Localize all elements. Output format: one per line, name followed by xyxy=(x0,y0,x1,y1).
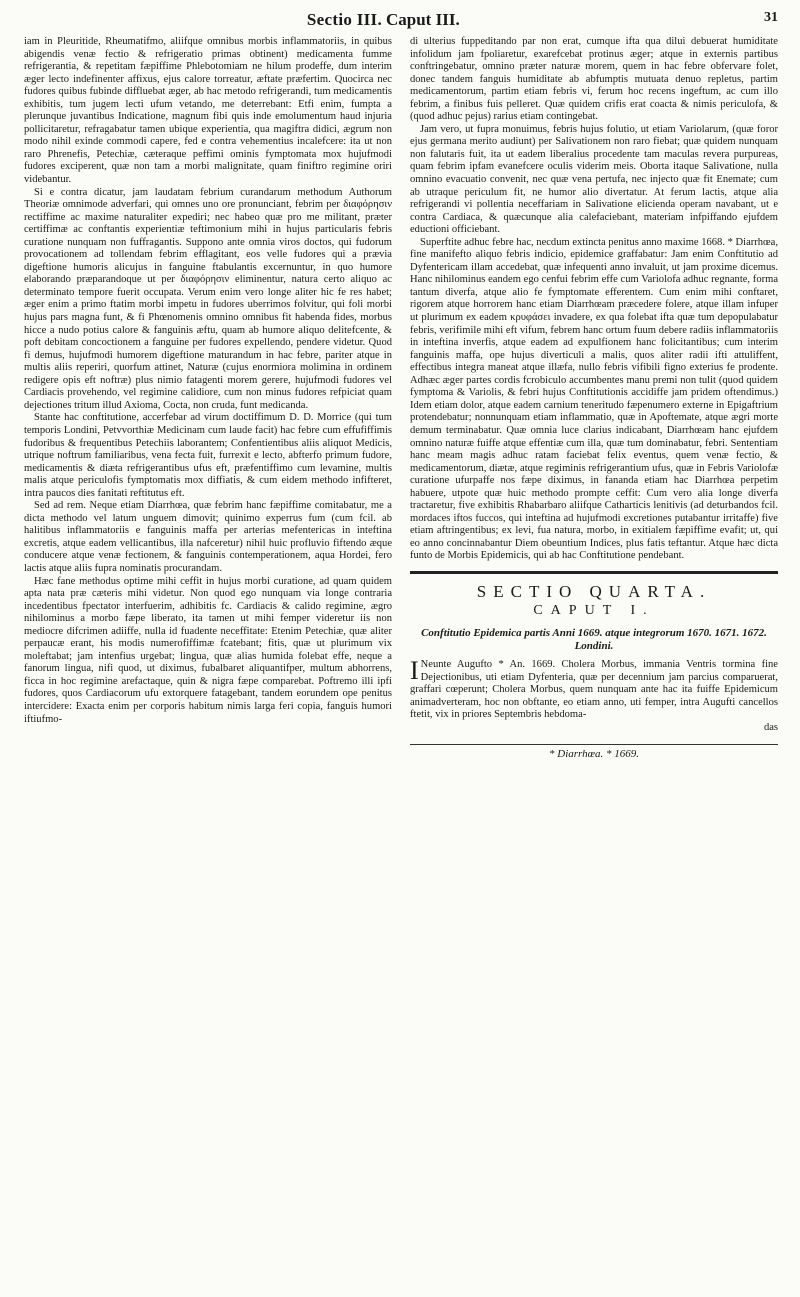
running-head xyxy=(24,10,778,34)
running-head-chapter: Caput III. xyxy=(386,10,460,29)
chapter-title: CAPUT I. xyxy=(533,602,655,618)
footnote: * Diarrhœa. * 1669. xyxy=(549,748,639,761)
right-paragraph-1: di ulterius fuppeditando par non erat, cumque ifta qua dilui debuerat humiditate infolidum jam fpoliaretur, exarefcebat protinus æger; atque in externis partibus conftringebatur, omnino præter naturæ morem, quem in hac febre obfervare folet, donec tandem fanguis humiditate ab abfumptis mutuata denuo repletus, partim medicamentorum, partim etiam febris vi, ferum hoc recens ingeftum, ac cum illo febrim, a finibus fuis pelleret. Quæ quidem crifis erat coacta & nimis periculofa, & (quod adhuc pejus) rarius etiam contingebat. xyxy=(410,36,778,123)
section-title: SECTIO QUARTA. xyxy=(476,581,712,601)
left-column xyxy=(24,36,392,761)
section-divider xyxy=(410,571,778,574)
drop-cap: I xyxy=(410,656,419,686)
page-number: 31 xyxy=(764,10,778,25)
right-paragraph-3: Superftite adhuc febre hac, necdum extincta penitus anno maxime 1668. * Diarrhœa, fine manifefto aliquo febris indicio, epidemice graffabatur: Jam enim Conftitutio ad Dyfentericam illam accedebat, quæ infequenti anno invaluit, ut jam proxime dicemus. Hanc nihilominus eandem ego cenfui febrim effe cum Variolofa adhuc regnante, forma tantum diverfa, atque alio fe fymptomate efferentem. Cum enim mihi conftaret, rigorem atque horrorem hanc etiam Diarrhœam præcedere folere, atque illam infuper ut plurimum ex eadem κρυφάσει invadere, ex qua folebat ifta quæ tum depopulabatur febris, verifimile mihi eft vifum, febrem hanc ortum fuum debere radiis inflammatoriis in inteftina inverfis, atque eadem ad expulfionem hanc folicitantibus; cum interim fanguinis maffa, ope hujus diverticuli a malis, quos aliter radii ifti attuliffent, effectibus integra maneat atque illæfa, nullo febris vifibili figno exterius fe prodente. Adhæc æger partes cordis fcrobiculo accumbentes manu premi non tulit (quod quidem fymptoma & Variolis, & febri hujus Conftitutionis accidiffe jam pridem oftendimus.) Idem etiam dolor, atque eadem carnium teneritudo fæpenumero externe in Epigaftrium protendebatur; nonnunquam etiam inflammatio, quæ in Apoftemate, atque ægri morte demum terminabatur. Quæ omnia luce clarius indicabant, Diarrhœam hanc ejufdem omnino naturæ fuiffe atque effentiæ cum illa, quæ tum dominabatur, febri. Sententiam hanc meam magis adhuc ratam faciebat felix eventus, quem venæ fectio, & medicamentorum, diætæ, atque regiminis refrigerantium ufus, quæ in Febris Variolofæ curatione ufurpaffe nos fæpe diximus, in fananda etiam hac Diarrhœa perpetim habuere, utpote quæ huic methodo prompte ceffit: Cum vero alia longe diverfa tractaretur, five exhibitis Rhabarbaro aliifque Catharticis lenitivis (ad deturbandos fcil. mordaces iftos fuccos, qui inteftina ad hujufmodi excretiones putabantur irritaffe) five etiam aftringentibus; ex levi, fua natura, morbo, in exitialem fæpiffime evafit; ut, qui eo anno concinnabantur Diem obeuntium Indices, plus fatis teftantur. Atque hæc dicta funto de Morbis Epidemicis, qui ab hac Conftitutione pendebant. xyxy=(410,236,778,562)
left-paragraph-5: Hæc fane methodus optime mihi ceffit in hujus morbi curatione, ad quam quidem apta nata præ cæteris mihi videtur. Non quod ego nunquam via longe contraria incedentibus fpectator interfuerim, adhibitis fc. Cardiacis & calido regimine, ægro nihilominus a morbo fæpe liberato, ita tamen ut mihi femper videretur iis non mediocre difcrimen adiiffe, nulla id fuadente neceffitate: Etenim Petechiæ, quæ aliter perpaucæ erant, his modis numerofiffimæ fcatebant; fitis, quæ ut plurimum vix moleftabat; jam intenfius urgebat; lingua, quæ alias humida folebat effe, neque a fanorum lingua, nifi quod, ut diximus, fubalbaret aliquantifper, multum abhorrens, ficca in hoc regimine arefactaque, quin & nigra fæpe comparebat. Poftremo illi ipfi fudores, quos Cardiacorum ufu extorquere fatagebant, tandem eorundem ope penitus intercidere: Exacta enim per corporis habitum nimis larga feri copia, fanguis humori iftiufmo- xyxy=(24,575,392,725)
left-paragraph-3: Stante hac conftitutione, accerfebar ad virum doctiffimum D. D. Morrice (qui tum temporis Londini, Petvvorthiæ Medicinam cum laude facit) hac febre cum effufiffimis fudoribus & frequentibus Petechiis laborantem; Confentientibus aliis aliquot Medicis, utrique noftrum familiaribus, vena fecta fuit, furrexit e lecto, abfterfo primum fudore, medicamentis & diæta refrigerantibus ufus eft, præfentiffimo cum levamine, multis malis atque periculofis fymptomatis mox diffiatis, & cum eidem methodo infifteret, intra paucos dies fanitati reftitutus eft. xyxy=(24,412,392,499)
chapter-paragraph-text: Neunte Augufto * An. 1669. Cholera Morbus, immania Ventris tormina fine Dejectionibus, uti etiam Dyfenteria, quæ per decennium jam parcius comparuerat, graffari cœperunt; Cholera Morbus, quem nunquam ante hac ita fuiffe Epidemicum animadverteram, hoc non obftante, eo etiam anno, uti femper, intra Augufti cancellos ftetit, vix in priores Septembris hebdoma- xyxy=(410,659,778,721)
text-columns xyxy=(24,36,778,761)
left-paragraph-2: Si e contra dicatur, jam laudatam febrium curandarum methodum Authorum Theoriæ omnimode adverfari, qui omnes uno ore pronunciant, febrim per διαφόρησιν rectiffime ac maxime naturaliter expediri; nec habeo quæ pro me militant, præter certiffimæ ac conftantis experientiæ teftimonium mihi in hujus particularis febris curatione nunquam non fuffragantis. Suppono ante omnia viros doctos, qui fudorum provocationem ad tollendam febrim efflagitant, eos velle fudores qui a prævia digeftione humoris alicujus in fanguine ftabulantis excernuntur, in quo humore elaborando præparandoque ut per διαφόρησιν eliminentur, natura certo aliquo ac determinato tempore fuerit occupata. Verum enim vero longe aliter hic fe res habet; æger enim a primo ftatim morbi impetu in fudores uberrimos folvitur, qui foli morbi hujus pars magna funt, & fi Phœnomenis omnino omnibus fit habenda fides, morbus hicce a nudo potius calore & fanguinis æftu, quam ab humore aliquo delitefcente, & poft debitam concoctionem a fanguine per fudores expellendo, pendere videtur. Quod fi demus, hujufmodi humorem digeftione maturandum in hac febre, pariter atque in multis aliis reperiri, quorfum attinet, Naturæ (cujus enormiora molimina in ordinem redigere opis eft noftræ) plus nimio fatagenti morem gerere, hujufmodi fudores vel Cardiacis provehendo, vel regimine calidiore, cum non minus fudores refpiciat quam dejectiones tritum illud Axioma, Cocta, non cruda, funt medicanda. xyxy=(24,186,392,411)
catchword: das xyxy=(763,721,778,733)
chapter-paragraph xyxy=(410,656,778,722)
left-paragraph-1: iam in Pleuritide, Rheumatifmo, aliifque omnibus morbis inflammatoriis, in quibus abigendis venæ fectio & refrigeratio primas obtinent) medicamenta fumme refrigerantia, & repetitam fæpiffime Phlebotomiam ne hilum prodeffe, dum interim æger lecto indefinenter affixus, ejus calore torreatur, æftate præfertim. Quocirca nec fudores quibus fubinde diffluebat æger, ab hac metodo refrigerandi, tum medicamentis exhibitis, tum jugem lecti ufum vetando, me deterrebant: Etfi enim, fumpta a plerunque juvantibus Indicatione, magnum fibi quis inde emolumentum haud injuria pollicitaretur, refragabatur tamen ubique experientia, qua magiftra didici, ægrum non modo nihil exinde commodi capere, fed e contra vehementius incalefcere: ita ut non raro Phrenefis, Petechiæ, cæteraque peffimi ominis fymptomata mox hujufmodi fudores exciperent, quæ non tam a morbi malignitate, quam finiftro regimine oriri videbantur. xyxy=(24,36,392,186)
running-head-section: Sectio III. xyxy=(306,10,382,29)
footnote-rule xyxy=(410,744,778,745)
right-column xyxy=(410,36,778,761)
left-paragraph-4: Sed ad rem. Neque etiam Diarrhœa, quæ febrim hanc fæpiffime comitabatur, me a dicta methodo vel latum unguem dimovit; quinimo experrus fum (cum fcil. ab halitibus inflammatoriis e fanguinis maffa per arterias mefentericas in inteftina excretis, atque eadem vellicantibus, illa nafceretur) nihil huic profluvio fiftendo æque conducere atque venæ fectionem, & fanguinis contemperationem, aqua Hordei, fero lactis atque aliis fupra nominatis procurandam. xyxy=(24,500,392,574)
chapter-heading: Conftitutio Epidemica partis Anni 1669. atque integrorum 1670. 1671. 1672. Londini. xyxy=(421,627,767,653)
right-paragraph-2: Jam vero, ut fupra monuimus, febris hujus folutio, ut etiam Variolarum, (quæ foror ejus germana merito audiunt) per Salivationem non raro fiebat; quæ quidem nunquam non falutaris fuit, ita ut eadem liberalius procedente tam maculas revera purpureas, quam febrim ipfam evanefcere oculis viderim meis. Oborta itaque Salivatione, nulla omnino evacuatio convenit, nec quæ vena pertufa, nec injecto quæ fit Enemate; cum ab utraque periculum fit, ne humor alio divertatur. At ferum lactis, atque alia refrigerandi vi pollentia neceffariam in Salivatione elicienda operam navabant, ut e contra Cardiaca, & quæcunque alia calefaciebant, materiam infpiffando ejufdem eductioni officiebant. xyxy=(410,123,778,236)
